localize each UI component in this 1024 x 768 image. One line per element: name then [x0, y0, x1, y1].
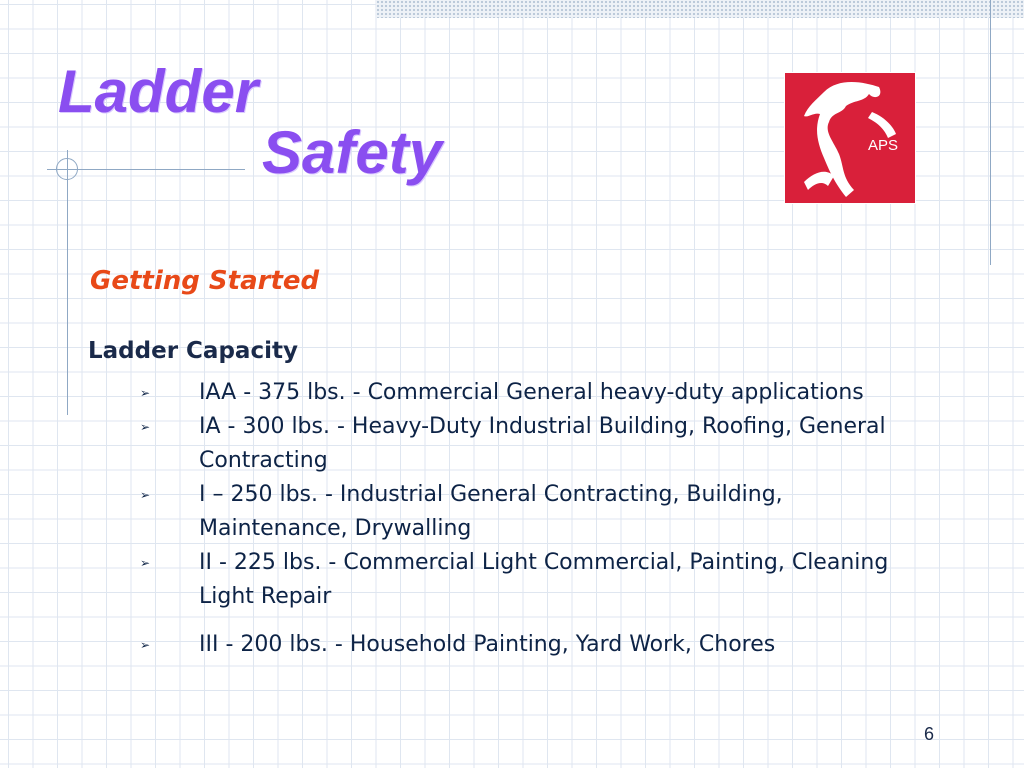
page-number: 6 — [924, 724, 935, 744]
slide-title-line2: Safety — [262, 119, 443, 186]
arrow-bullet-icon: ➢ — [140, 420, 151, 434]
section-heading: Ladder Capacity — [88, 338, 298, 364]
arrow-bullet-icon: ➢ — [140, 556, 151, 570]
bullet-list — [140, 376, 900, 662]
left-decor-line — [67, 150, 68, 415]
bullet-text: I – 250 lbs. - Industrial General Contracting, Building, Maintenance, Drywalling — [199, 482, 783, 541]
slide-title-line1: Ladder — [58, 58, 259, 125]
target-circle-icon — [56, 158, 78, 180]
arrow-bullet-icon: ➢ — [140, 488, 151, 502]
bullet-text: IAA - 375 lbs. - Commercial General heavy-duty applications — [199, 380, 864, 405]
bullet-text: II - 225 lbs. - Commercial Light Commercial, Painting, Cleaning Light Repair — [199, 550, 889, 609]
list-item — [140, 546, 900, 614]
list-item — [140, 376, 900, 410]
bullet-text: IA - 300 lbs. - Heavy-Duty Industrial Building, Roofing, General Contracting — [199, 414, 886, 473]
arrow-bullet-icon: ➢ — [140, 386, 151, 400]
list-item — [140, 628, 900, 662]
arrow-bullet-icon: ➢ — [140, 638, 151, 652]
aps-logo — [784, 72, 916, 204]
right-decor-line — [990, 0, 991, 265]
bullet-text: III - 200 lbs. - Household Painting, Yard Work, Chores — [199, 632, 776, 657]
logo-text: APS — [868, 137, 899, 154]
slide-subtitle: Getting Started — [90, 266, 320, 296]
list-item — [140, 410, 900, 478]
list-item — [140, 478, 900, 546]
header-decoration-band — [376, 0, 1024, 18]
